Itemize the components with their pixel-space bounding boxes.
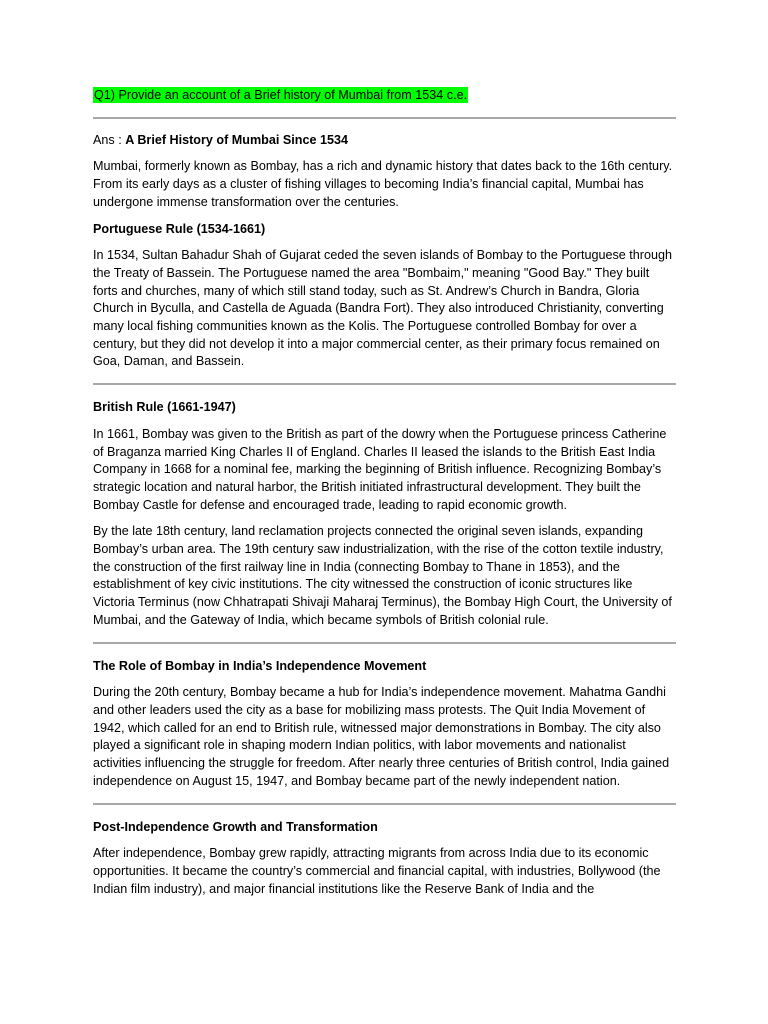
intro-paragraph: Mumbai, formerly known as Bombay, has a rich and dynamic history that dates back to the 16th century. From its early days as a cluster of fishing villages to becoming India’s financial capital, Mumbai has undergone immense transformation over the centuries. [93, 159, 673, 209]
divider [93, 803, 676, 805]
section-paragraph: In 1534, Sultan Bahadur Shah of Gujarat ceded the seven islands of Bombay to the Portuguese through the Treaty of Bassein. The Portuguese named the area "Bombaim," meaning "Good Bay." They built forts and churches, many of which still stand today, such as St. Andrew’s Church in Bandra, Gloria Church in Byculla, and Castella de Aguada (Bandra Fort). They also introduced Christianity, converting many local fishing communities known as the Kolis. The Portuguese controlled Bombay for over a century, but they did not develop it into a major commercial center, as their primary focus remained on Goa, Daman, and Bassein. [93, 248, 673, 369]
section-heading-post-independence: Post-Independence Growth and Transformation [93, 819, 378, 834]
divider [93, 642, 676, 644]
section-paragraph: During the 20th century, Bombay became a hub for India’s independence movement. Mahatma Gandhi and other leaders used the city as a base for mobilizing mass protests. The Quit India Movement of 1942, which called for an end to British rule, witnessed major demonstrations in Bombay. The city also played a significant role in shaping modern Indian politics, with labor movements and nationalist activities influencing the struggle for freedom. After nearly three centuries of British control, India gained independence on August 15, 1947, and Bombay became part of the newly independent nation. [93, 685, 670, 788]
section-heading-independence: The Role of Bombay in India’s Independence Movement [93, 658, 427, 673]
section-heading-british: British Rule (1661-1947) [93, 400, 236, 415]
section-heading-portuguese: Portuguese Rule (1534-1661) [93, 221, 266, 236]
document-page [93, 0, 676, 898]
divider [93, 383, 676, 385]
divider [93, 117, 676, 119]
answer-title: A Brief History of Mumbai Since 1534 [125, 132, 348, 147]
section-paragraph: In 1661, Bombay was given to the British as part of the dowry when the Portuguese princess Catherine of Braganza married King Charles II of England. Charles II leased the islands to the British East India Company in 1668 for a nominal fee, marking the beginning of British influence. Recognizing Bombay’s strategic location and natural harbor, the British initiated infrastructural development. They built the Bombay Castle for defense and encouraged trade, leading to rapid economic growth. [93, 426, 667, 512]
answer-title-line [93, 132, 676, 150]
section-paragraph: After independence, Bombay grew rapidly, attracting migrants from across India due to its economic opportunities. It became the country’s commercial and financial capital, with industries, Bollywood (the Indian film industry), and major financial institutions like the Reserve Bank of India and the [93, 846, 661, 896]
section-paragraph: By the late 18th century, land reclamation projects connected the original seven islands, expanding Bombay’s urban area. The 19th century saw industrialization, with the rise of the cotton textile industry, the construction of the first railway line in India (connecting Bombay to Thane in 1853), and the establishment of key civic institutions. The city witnessed the construction of iconic structures like Victoria Terminus (now Chhatrapati Shivaji Maharaj Terminus), the Bombay High Court, the University of Mumbai, and the Gateway of India, which became symbols of British colonial rule. [93, 524, 672, 627]
answer-prefix: Ans : [93, 132, 126, 147]
question-highlight: Q1) Provide an account of a Brief history of Mumbai from 1534 c.e. [94, 88, 468, 102]
